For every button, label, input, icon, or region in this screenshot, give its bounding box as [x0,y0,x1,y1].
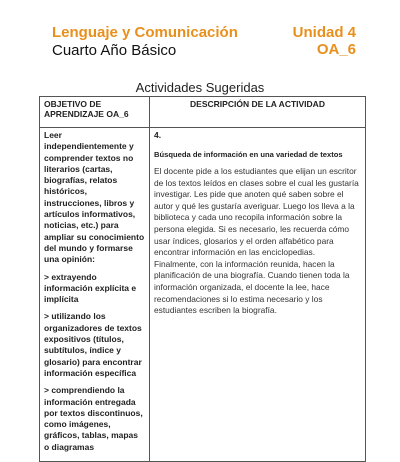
description-cell [150,128,366,462]
document-header-left [52,24,238,59]
section-title: Actividades Sugeridas [135,80,265,95]
objective-code: OA_6 [316,41,356,58]
activity-number: 4. [154,130,162,140]
objective-point: > utilizando los organizadores de textos expositivos (títulos, subtítulos, índice y glosario) para encontrar información específica [44,311,142,378]
description-header-cell [150,97,366,128]
description-header: DESCRIPCIÓN DE LA ACTIVIDAD [190,99,325,109]
table-row [40,128,366,462]
objective-header-cell [40,97,150,128]
grade-title: Cuarto Año Básico [52,42,177,59]
objective-cell [40,128,150,462]
activity-body: El docente pide a los estudiantes que elijan un escritor de los textos leídos en clases sobre el cual les gustaría investigar. Les pide que anoten qué saben sobre el autor y qué les gustaría averiguar. Luego los lleva a la biblioteca y cada uno recopila información sobre la persona elegida. Si es necesario, les recuerda cómo usar índices, glosarios y el orden alfabético para encontrar información en las enciclopedias. Finalmente, con la información reunida, hacen la planificación de una biografía. Cuando tienen toda la información organizada, el docente la lee, hace recomendaciones si lo estima necesario y los estudiantes escriben la biografía. [154,166,359,316]
objective-point: > comprendiendo la información entregada por textos discontinuos, como imágenes, gráficos, tablas, mapas o diagramas [44,385,143,452]
document-header-right [293,24,356,58]
unit-label: Unidad 4 [292,24,356,41]
table-header-row [40,97,366,128]
objective-point: > extrayendo información explícita e implícita [44,271,137,305]
activity-title: Búsqueda de información en una variedad de textos [154,150,343,159]
objective-header: OBJETIVO DE APRENDIZAJE OA_6 [44,99,129,119]
activities-table [39,96,366,462]
subject-title: Lenguaje y Comunicación [52,24,238,41]
objective-intro: Leer independientemente y comprender textos no literarios (cartas, biografías, relatos históricos, instrucciones, libros y artículos informativos, noticias, etc.) para ampliar su conocimiento del mundo y formarse una opinión: [44,130,145,265]
